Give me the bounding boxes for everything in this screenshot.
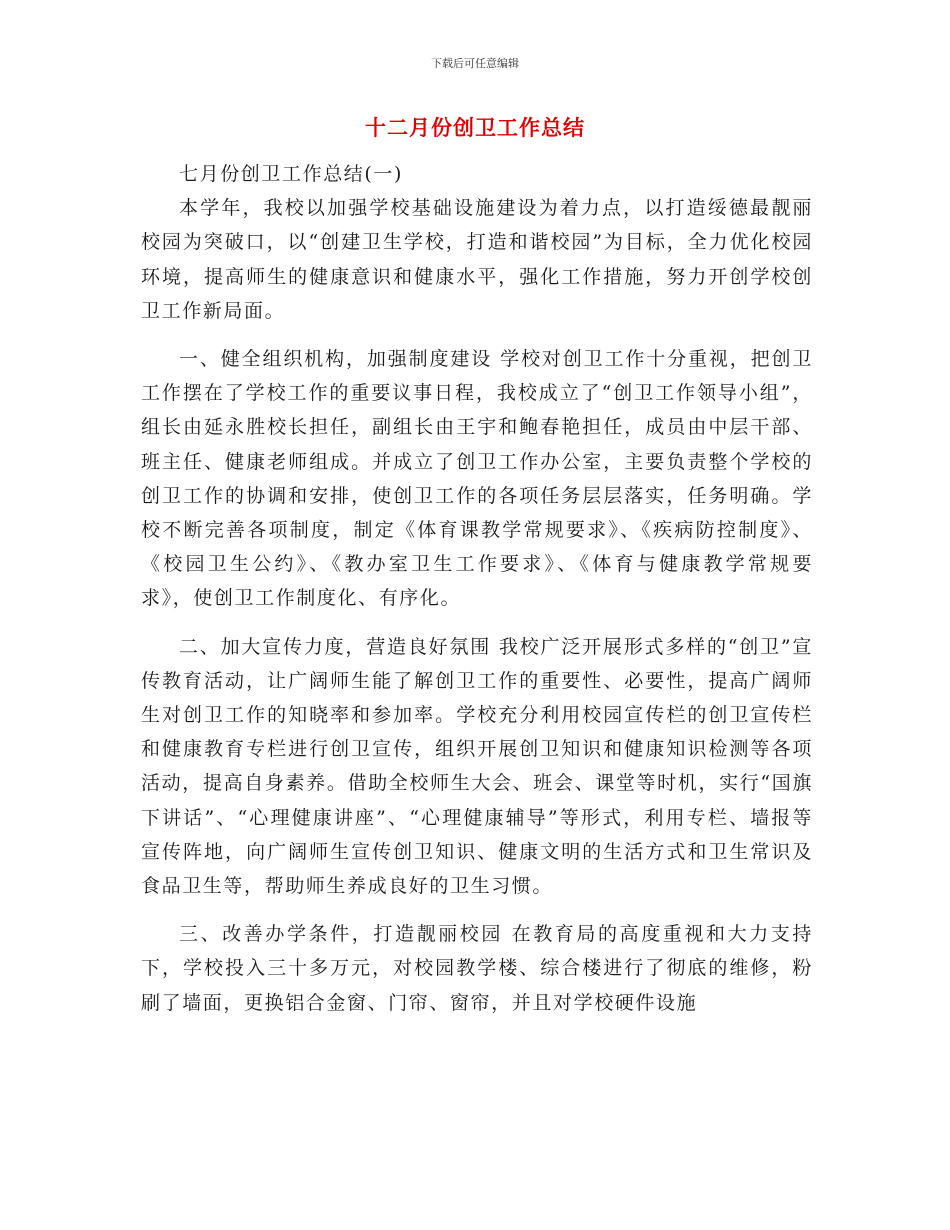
document-body [141,157,813,1020]
document-subtitle: 七月份创卫工作总结(一) [179,163,404,185]
page-header-note: 下载后可任意编辑 [431,57,519,70]
paragraph-section-2: 二、加大宣传力度，营造良好氛围 我校广泛开展形式多样的“创卫”宣传教育活动，让广阔师生能了解创卫工作的重要性、必要性，提高广阔师生对创卫工作的知晓率和参加率。学校充分利用校园宣传栏的创卫宣传栏和健康教育专栏进行创卫宣传，组织开展创卫知识和健康知识检测等各项活动，提高自身素养。借助全校师生大会、班会、课堂等时机，实行“国旗下讲话”、“心理健康讲座”、“心理健康辅导”等形式，利用专栏、墙报等宣传阵地，向广阔师生宣传创卫知识、健康文明的生活方式和卫生常识及食品卫生等，帮助师生养成良好的卫生习惯。 [141,635,813,898]
paragraph-section-1: 一、健全组织机构，加强制度建设 学校对创卫工作十分重视，把创卫工作摆在了学校工作的重要议事日程，我校成立了“创卫工作领导小组”，组长由延永胜校长担任，副组长由王宇和鲍春艳担任，成员由中层干部、班主任、健康老师组成。并成立了创卫工作办公室，主要负责整个学校的创卫工作的协调和安排，使创卫工作的各项任务层层落实，任务明确。学校不断完善各项制度，制定《体育课教学常规要求》、《疾病防控制度》、《校园卫生公约》、《教办室卫生工作要求》、《体育与健康教学常规要求》，使创卫工作制度化、有序化。 [141,348,813,610]
paragraph-intro: 本学年，我校以加强学校基础设施建设为着力点，以打造绥德最靓丽校园为突破口，以“创建卫生学校，打造和谐校园”为目标，全力优化校园环境，提高师生的健康意识和健康水平，强化工作措施，努力开创学校创卫工作新局面。 [141,197,813,322]
paragraph-section-3: 三、改善办学条件，打造靓丽校园 在教育局的高度重视和大力支持下，学校投入三十多万元，对校园教学楼、综合楼进行了彻底的维修，粉刷了墙面，更换铝合金窗、门帘、窗帘，并且对学校硬件设施 [141,923,813,1014]
document-title: 十二月份创卫工作总结 [365,116,585,140]
